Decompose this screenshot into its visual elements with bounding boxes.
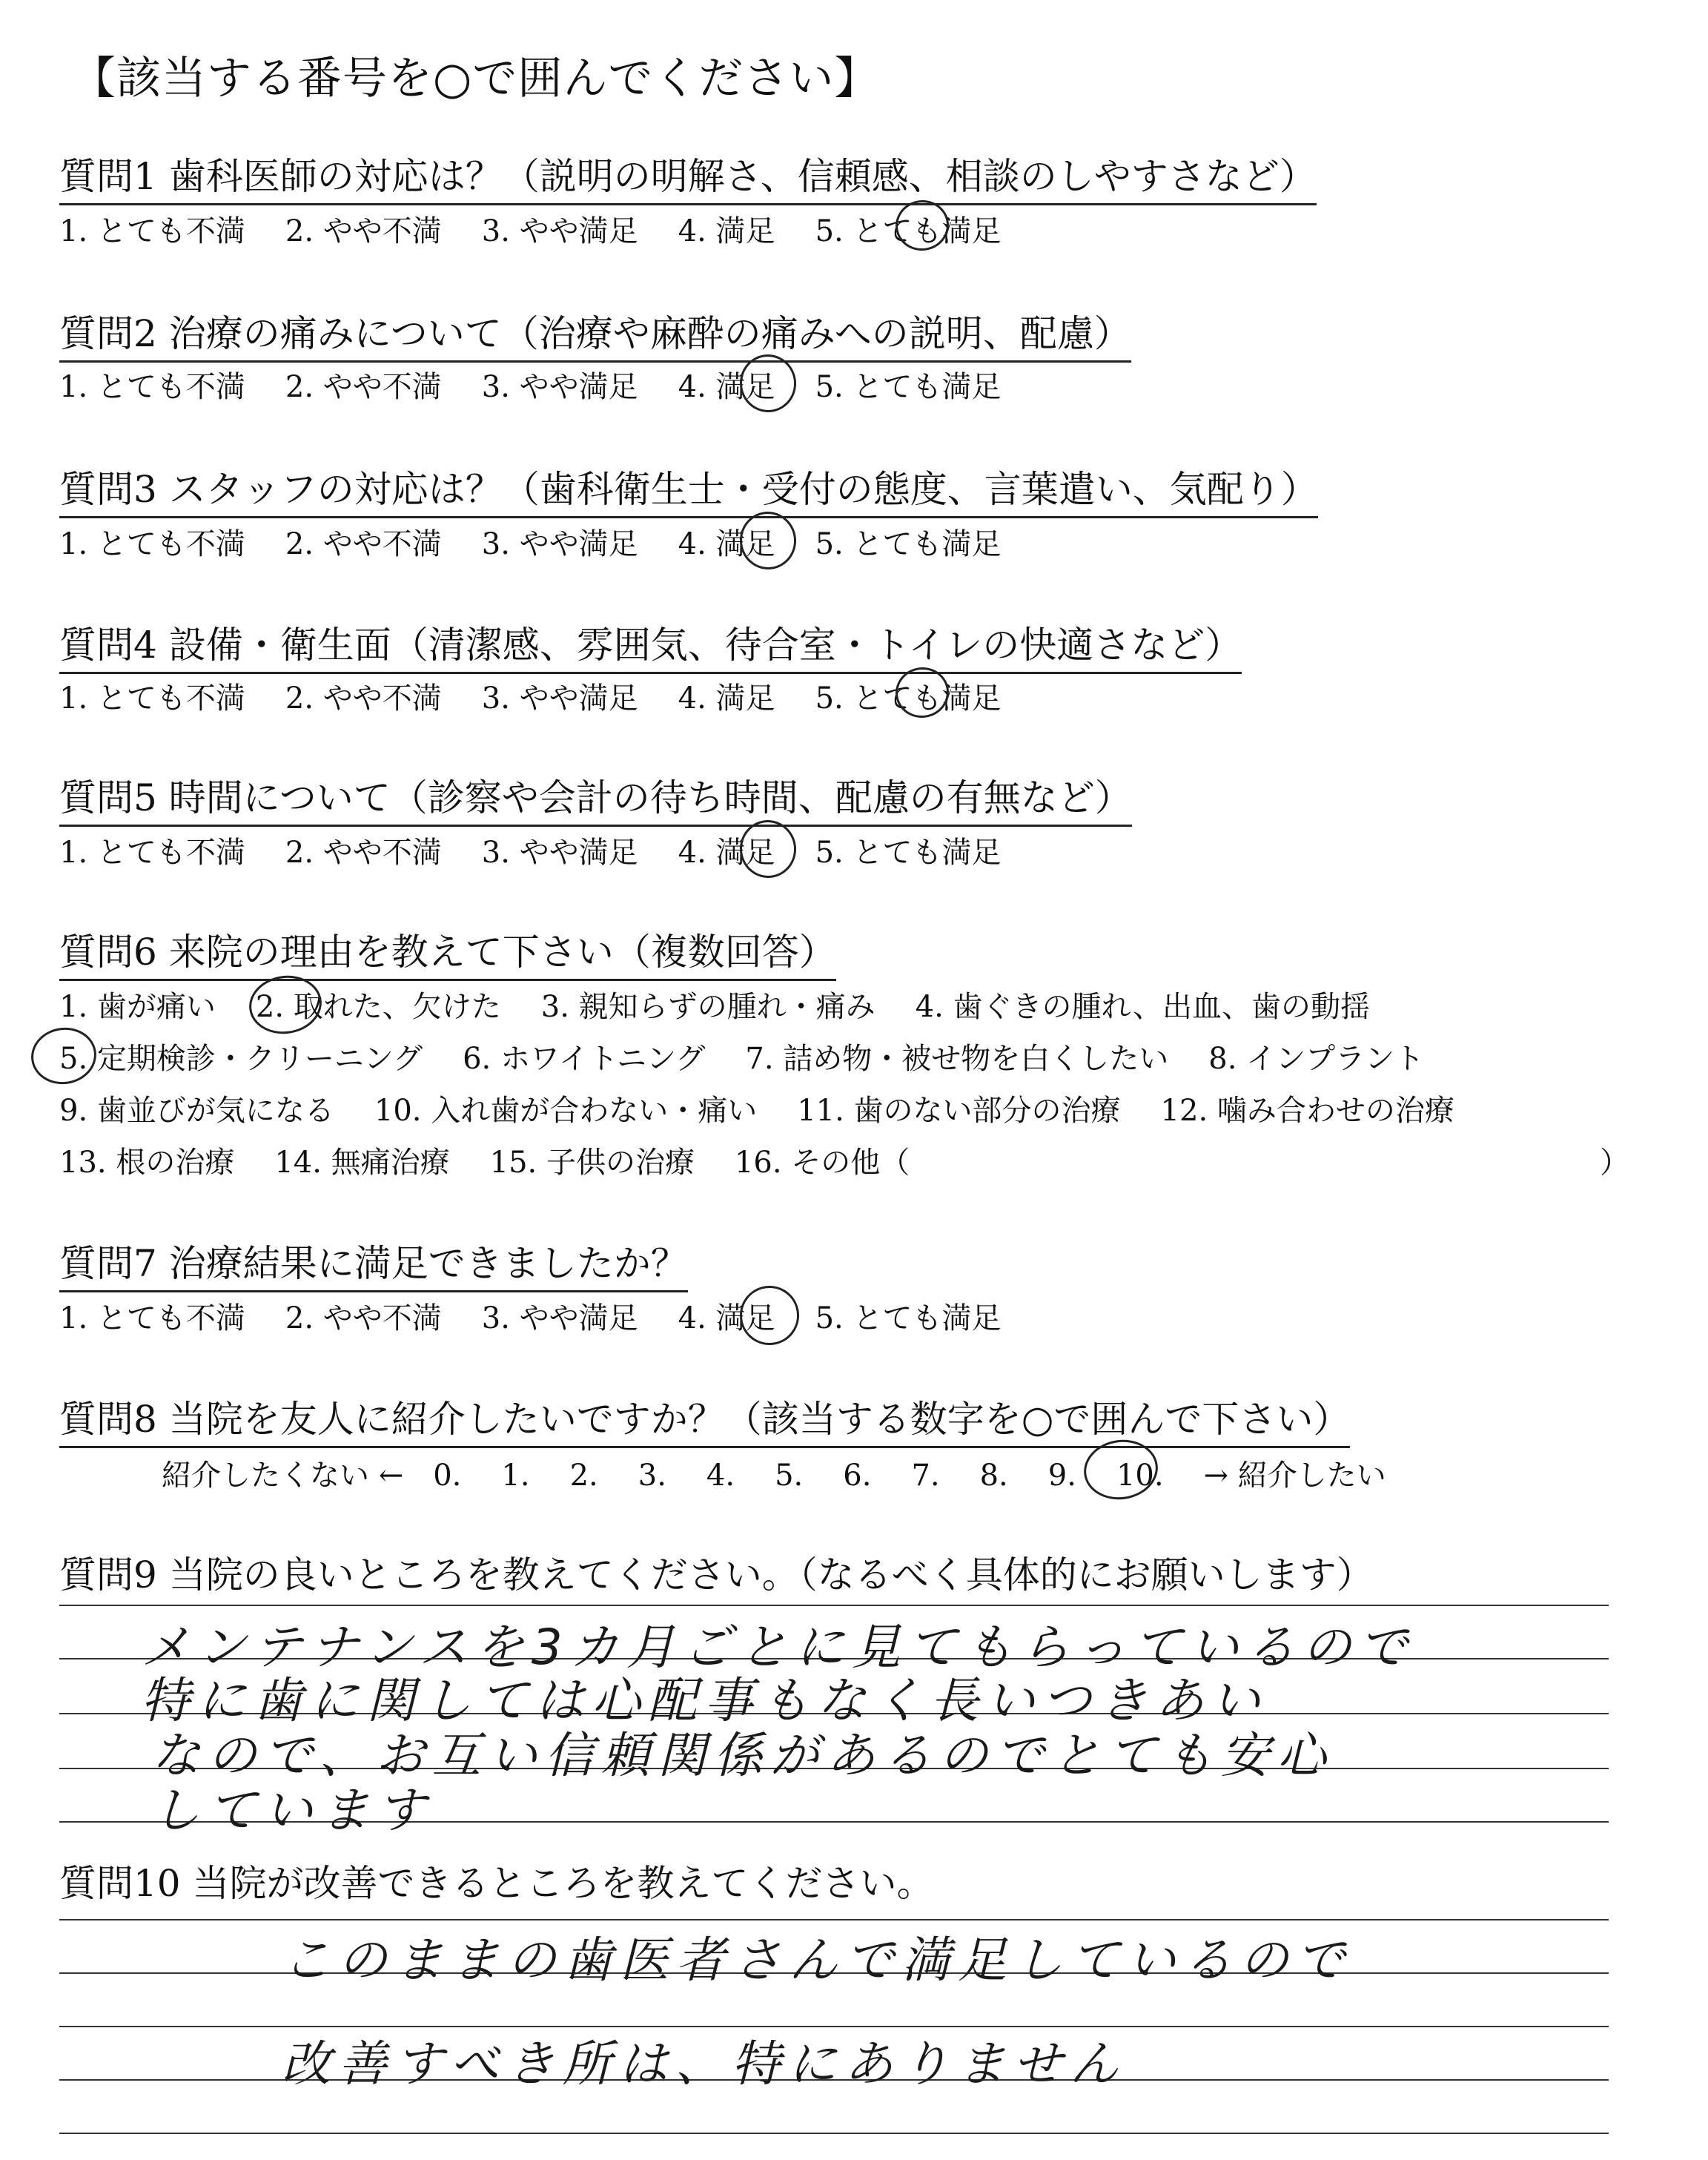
q6-option-10[interactable]: 10. 入れ歯が合わない・痛い (374, 1094, 758, 1128)
q7-option-1[interactable]: 1. とても不満 (59, 1301, 245, 1335)
q8-number-9[interactable]: 9. (1047, 1459, 1076, 1493)
q8-number-8[interactable]: 8. (979, 1459, 1008, 1493)
q6-answer-circle-2 (245, 971, 325, 1039)
q6-option-2[interactable]: 2. 取れた、欠けた (255, 990, 501, 1024)
question-6-row-4 (59, 1139, 910, 1181)
q5-option-3[interactable]: 3. やや満足 (481, 836, 638, 870)
question-6-row-3 (59, 1087, 1454, 1129)
q7-option-2[interactable]: 2. やや不満 (285, 1301, 442, 1335)
question-5-heading: 質問5 時間について（診察や会計の待ち時間、配慮の有無など） (59, 768, 1132, 827)
q6-option-9[interactable]: 9. 歯並びが気になる (59, 1094, 334, 1128)
question-1-heading: 質問1 歯科医師の対応は？（説明の明解さ、信頼感、相談のしやすさなど） (59, 147, 1317, 205)
question-9-heading: 質問9 当院の良いところを教えてください。（なるべく具体的にお願いします） (59, 1553, 1374, 1596)
q6-option-4[interactable]: 4. 歯ぐきの腫れ、出血、歯の動揺 (915, 990, 1370, 1024)
question-7-options (59, 1295, 1001, 1337)
q5-option-2[interactable]: 2. やや不満 (285, 836, 442, 870)
question-10-heading: 質問10 当院が改善できるところを教えてください。 (59, 1862, 934, 1905)
q10-answer-line-1: このままの歯医者さんで満足しているので (282, 1932, 1352, 1989)
q5-option-1[interactable]: 1. とても不満 (59, 836, 245, 870)
question-2-options (59, 363, 1001, 406)
q8-number-10[interactable]: 10. (1116, 1459, 1164, 1493)
q4-option-4[interactable]: 4. 満足 (678, 681, 775, 716)
question-5-options (59, 829, 1001, 871)
q10-rule-5 (59, 2133, 1609, 2134)
q8-number-0[interactable]: 0. (433, 1459, 462, 1493)
q8-number-3[interactable]: 3. (638, 1459, 666, 1493)
q6-option-7[interactable]: 7. 詰め物・被せ物を白くしたい (745, 1042, 1169, 1076)
q4-option-5[interactable]: 5. とても満足 (815, 681, 1002, 716)
q10-answer-line-2: 改善すべき所は、特にありません (282, 2035, 1126, 2093)
q6-option-13[interactable]: 13. 根の治療 (59, 1146, 235, 1180)
q6-option-5[interactable]: 5. 定期検診・クリーニング (59, 1042, 423, 1076)
q6-option-8[interactable]: 8. インプラント (1208, 1042, 1425, 1076)
q1-option-1[interactable]: 1. とても不満 (59, 214, 245, 248)
q6-option-16[interactable]: 16. その他（ (734, 1146, 910, 1180)
q2-option-5[interactable]: 5. とても満足 (815, 370, 1002, 404)
q6-option-12[interactable]: 12. 噛み合わせの治療 (1160, 1094, 1454, 1128)
q6-option-1[interactable]: 1. 歯が痛い (59, 990, 216, 1024)
q3-option-1[interactable]: 1. とても不満 (59, 527, 245, 561)
q2-option-3[interactable]: 3. やや満足 (481, 370, 638, 404)
q3-option-5[interactable]: 5. とても満足 (815, 527, 1002, 561)
q1-option-3[interactable]: 3. やや満足 (481, 214, 638, 248)
q9-answer-line-2: 特に歯に関しては心配事もなく長いつきあい (141, 1672, 1268, 1729)
q3-option-4[interactable]: 4. 満足 (678, 527, 775, 561)
q3-option-3[interactable]: 3. やや満足 (481, 527, 638, 561)
question-1-options (59, 208, 1001, 250)
question-2-heading: 質問2 治療の痛みについて（治療や麻酔の痛みへの説明、配慮） (59, 304, 1131, 363)
q3-option-2[interactable]: 2. やや不満 (285, 527, 442, 561)
q9-answer-line-3: なので、お互い信頼関係があるのでとても安心 (151, 1727, 1334, 1784)
q7-option-5[interactable]: 5. とても満足 (815, 1301, 1002, 1335)
q7-option-3[interactable]: 3. やや満足 (481, 1301, 638, 1335)
q4-option-1[interactable]: 1. とても不満 (59, 681, 245, 716)
q6-option-11[interactable]: 11. 歯のない部分の治療 (797, 1094, 1121, 1128)
q8-number-7[interactable]: 7. (911, 1459, 940, 1493)
question-6-row-2 (59, 1035, 1424, 1077)
question-3-heading: 質問3 スタッフの対応は？（歯科衛生士・受付の態度、言葉遣い、気配り） (59, 460, 1318, 518)
q8-number-4[interactable]: 4. (706, 1459, 735, 1493)
q8-number-2[interactable]: 2. (569, 1459, 598, 1493)
q2-option-1[interactable]: 1. とても不満 (59, 370, 245, 404)
question-3-options (59, 521, 1001, 563)
q8-number-5[interactable]: 5. (775, 1459, 804, 1493)
q8-number-1[interactable]: 1. (501, 1459, 530, 1493)
question-8-heading: 質問8 当院を友人に紹介したいですか？（該当する数字を○で囲んで下さい） (59, 1390, 1350, 1448)
q4-option-3[interactable]: 3. やや満足 (481, 681, 638, 716)
q9-answer-line-1: メンテナンスを3カ月ごとに見てもらっているので (141, 1619, 1415, 1676)
question-7-heading: 質問7 治療結果に満足できましたか？ (59, 1234, 688, 1292)
q8-right-label: → 紹介したい (1203, 1459, 1386, 1493)
q2-option-2[interactable]: 2. やや不満 (285, 370, 442, 404)
q6-answer-circle-5 (27, 1023, 100, 1089)
q7-answer-circle (736, 1282, 803, 1349)
q9-answer-line-4: しています (151, 1782, 433, 1839)
q9-rule-1 (59, 1605, 1609, 1606)
q6-option-3[interactable]: 3. 親知らずの腫れ・痛み (540, 990, 875, 1024)
q1-option-5[interactable]: 5. とても満足 (815, 214, 1002, 248)
question-4-heading: 質問4 設備・衛生面（清潔感、雰囲気、待合室・トイレの快適さなど） (59, 615, 1242, 674)
question-6-heading: 質問6 来院の理由を教えて下さい（複数回答） (59, 922, 836, 981)
q6-option-6[interactable]: 6. ホワイトニング (463, 1042, 706, 1076)
q5-option-4[interactable]: 4. 満足 (678, 836, 775, 870)
q4-option-2[interactable]: 2. やや不満 (285, 681, 442, 716)
q8-number-6[interactable]: 6. (843, 1459, 872, 1493)
q8-left-label: 紹介したくない ← (162, 1459, 404, 1493)
question-8-scale (162, 1452, 1386, 1494)
q5-option-5[interactable]: 5. とても満足 (815, 836, 1002, 870)
page-title: 【該当する番号を○で囲んでください】 (71, 53, 880, 105)
question-4-options (59, 675, 1001, 717)
q6-option-14[interactable]: 14. 無痛治療 (274, 1146, 450, 1180)
q6-other-close-paren: ） (1600, 1146, 1629, 1180)
q1-option-2[interactable]: 2. やや不満 (285, 214, 442, 248)
q2-option-4[interactable]: 4. 満足 (678, 370, 775, 404)
q7-option-4[interactable]: 4. 満足 (678, 1301, 775, 1335)
q6-option-15[interactable]: 15. 子供の治療 (489, 1146, 695, 1180)
q1-option-4[interactable]: 4. 満足 (678, 214, 775, 248)
